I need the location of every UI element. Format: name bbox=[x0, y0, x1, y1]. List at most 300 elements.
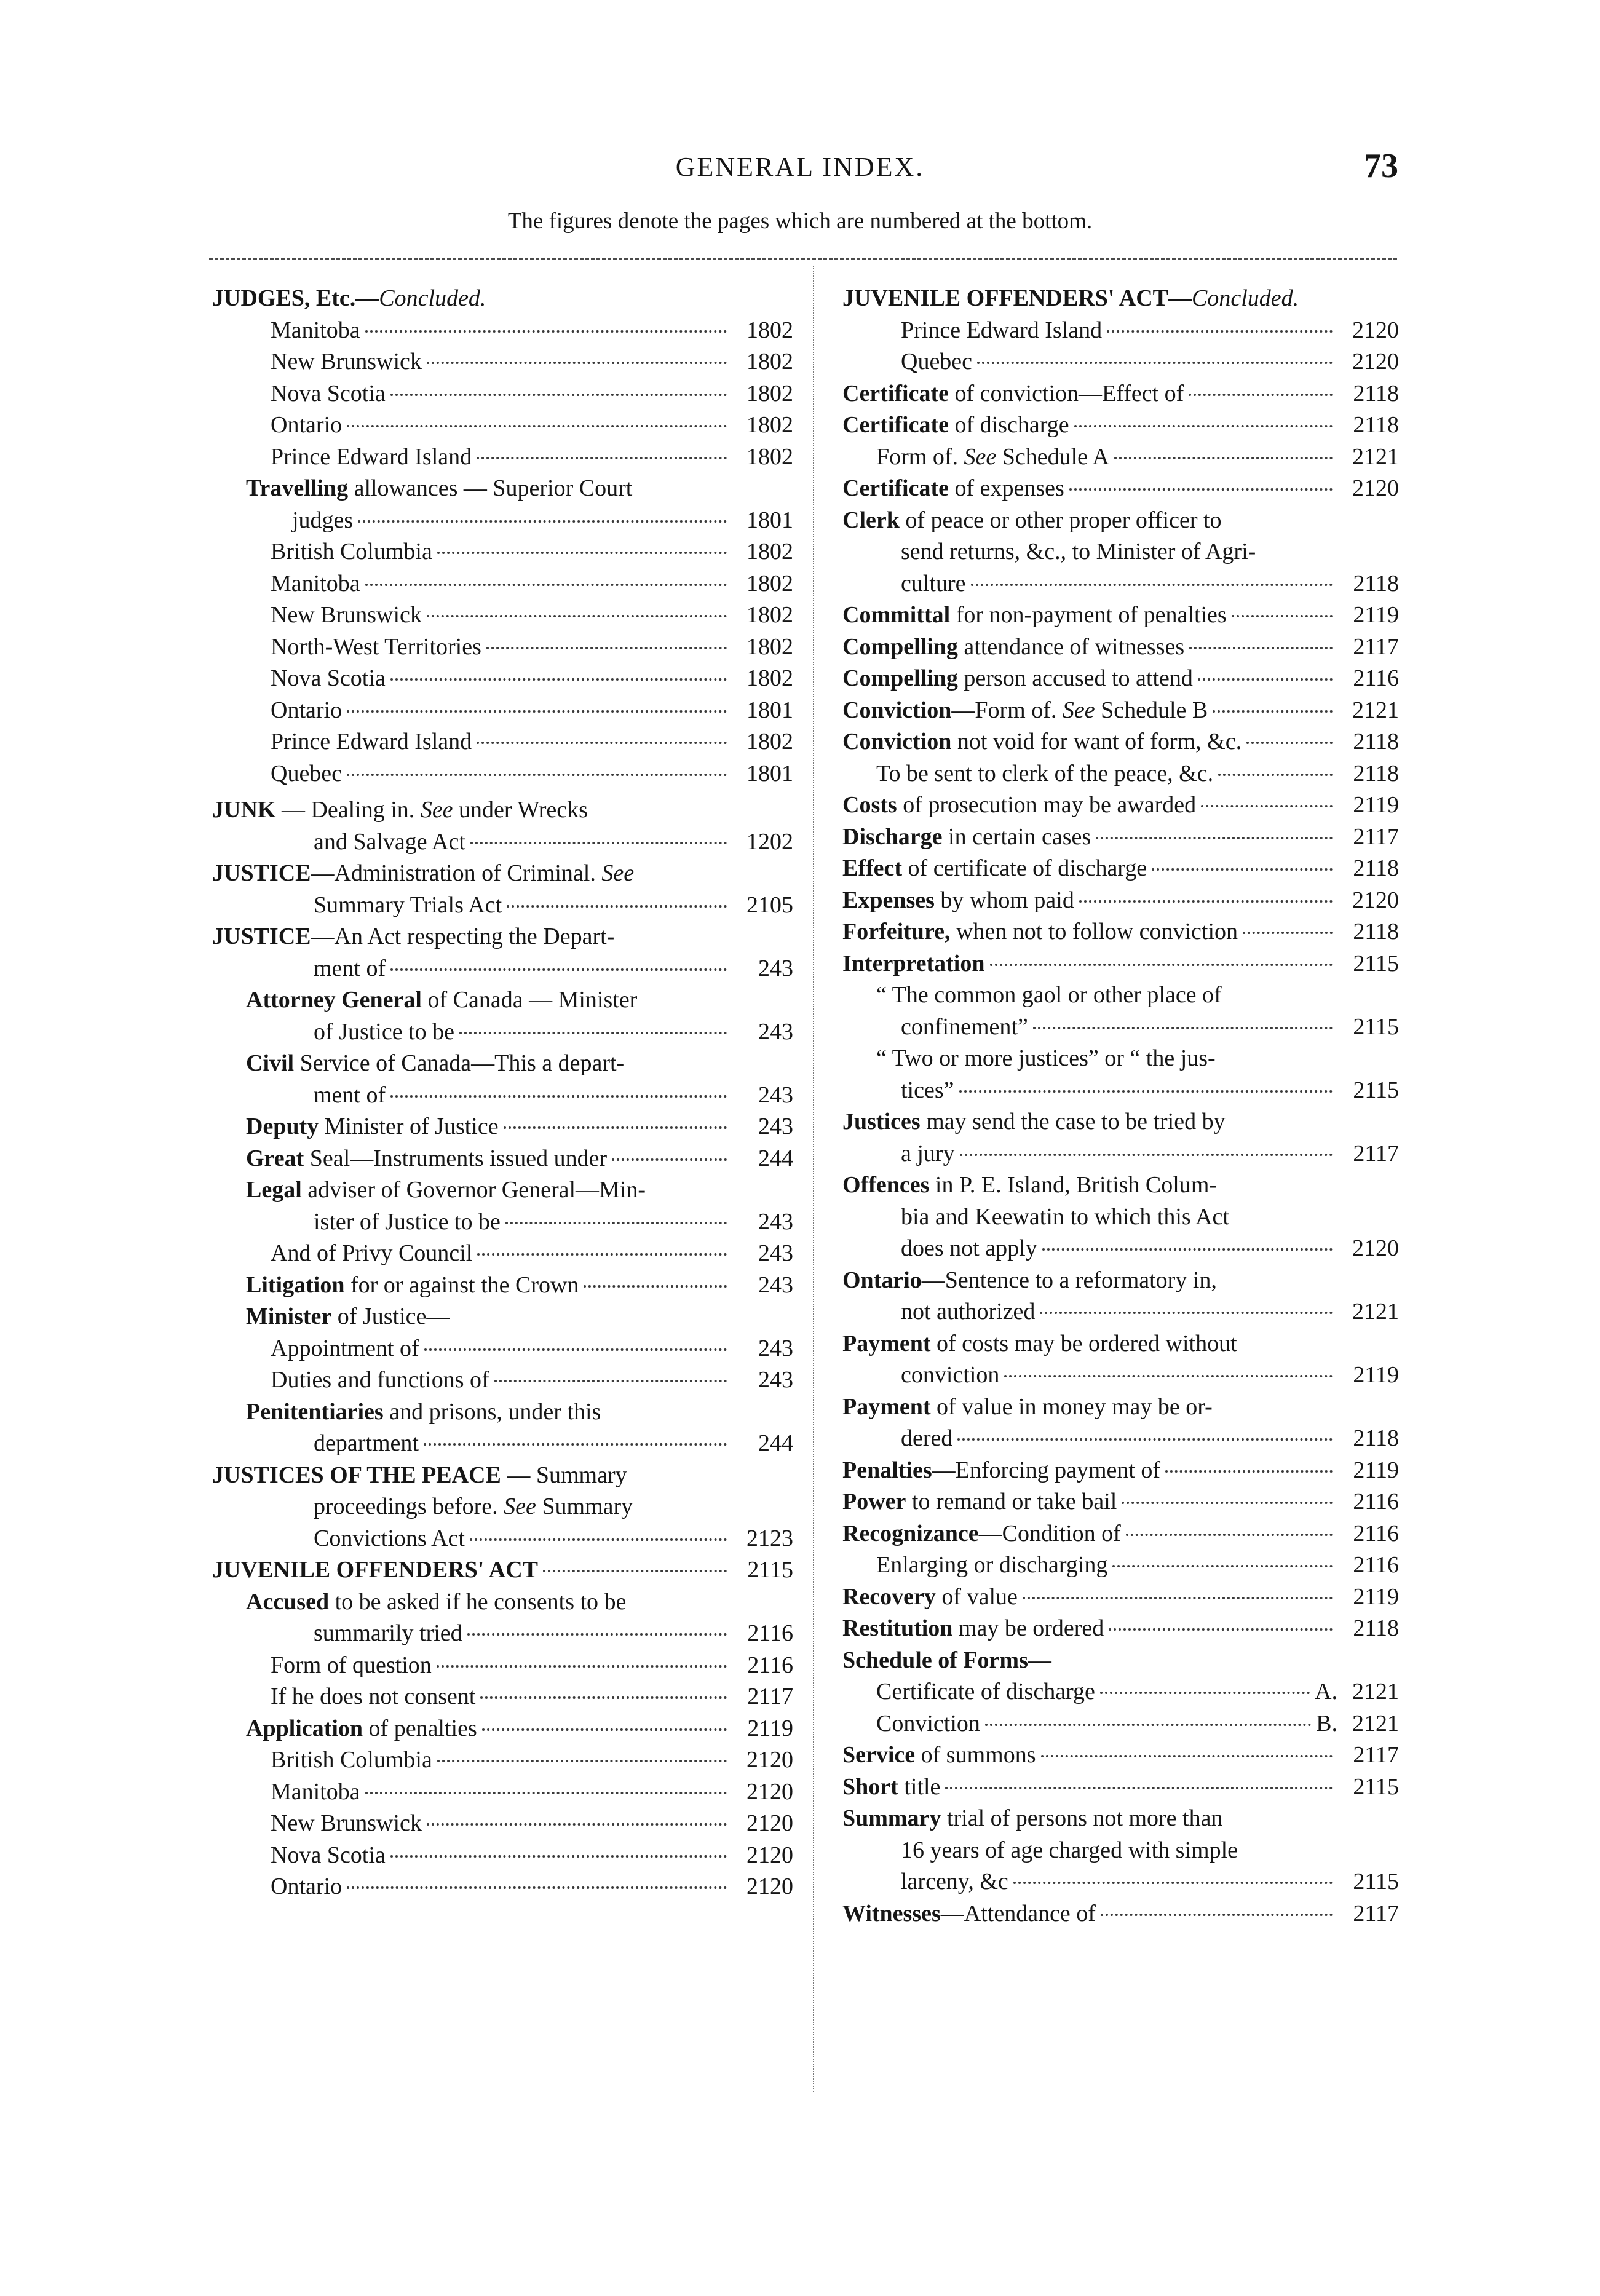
entry-phrase: Duties and functions of bbox=[271, 1367, 489, 1393]
entry-keyword: JUSTICE bbox=[212, 924, 311, 949]
entry-phrase: confinement” bbox=[901, 1013, 1028, 1040]
entry-text bbox=[842, 1391, 1213, 1423]
dot-leader bbox=[985, 1724, 1311, 1726]
entry-phrase: Nova Scotia bbox=[271, 1842, 386, 1868]
index-entry bbox=[212, 1681, 793, 1713]
entry-phrase: send returns, &c., to Minister of Agri- bbox=[901, 539, 1256, 564]
entry-phrase: “ The common gaol or other place of bbox=[876, 982, 1222, 1008]
index-entry bbox=[212, 1396, 793, 1428]
entry-text bbox=[901, 1201, 1229, 1233]
index-entry bbox=[212, 536, 793, 568]
entry-phrase: dered bbox=[901, 1425, 953, 1451]
entry-keyword: JUNK bbox=[212, 797, 276, 823]
dot-leader bbox=[1069, 488, 1333, 491]
dot-leader bbox=[1218, 774, 1333, 776]
entry-phrase: summarily tried bbox=[314, 1620, 462, 1646]
dot-leader bbox=[427, 615, 727, 617]
entry-keyword: Clerk bbox=[842, 507, 900, 533]
index-entry bbox=[842, 1075, 1399, 1107]
page-ref: 243 bbox=[758, 1240, 793, 1266]
dot-leader bbox=[612, 1158, 727, 1161]
page-ref: 2120 bbox=[747, 1810, 793, 1836]
entry-phrase: tices” bbox=[901, 1077, 954, 1103]
entry-phrase: Conviction bbox=[876, 1710, 980, 1736]
entry-keyword: JUSTICES OF THE PEACE bbox=[212, 1462, 501, 1488]
page-ref: 2116 bbox=[747, 1620, 793, 1646]
page-ref: 1802 bbox=[747, 317, 793, 343]
page-ref: 2115 bbox=[1353, 1013, 1399, 1040]
entry-phrase: —An Act respecting the Depart- bbox=[311, 924, 615, 949]
entry-text bbox=[901, 568, 966, 600]
entry-phrase: of peace or other proper officer to bbox=[899, 507, 1222, 533]
entry-text bbox=[842, 378, 1184, 410]
entry-keyword: Offences bbox=[842, 1172, 930, 1198]
entry-keyword: Certificate bbox=[842, 475, 949, 501]
entry-phrase: Manitoba bbox=[271, 1778, 360, 1805]
entry-phrase: — Summary bbox=[501, 1462, 627, 1488]
page-ref: 2118 bbox=[1353, 729, 1399, 754]
entry-text bbox=[212, 1460, 627, 1492]
index-entry bbox=[842, 410, 1399, 441]
dot-leader bbox=[543, 1570, 727, 1572]
dot-leader bbox=[437, 1760, 727, 1762]
entry-text bbox=[842, 916, 1238, 948]
entry-text bbox=[292, 505, 353, 537]
entry-text bbox=[246, 473, 632, 505]
entry-text bbox=[246, 1048, 624, 1080]
entry-text bbox=[842, 821, 1091, 853]
entry-text bbox=[271, 441, 472, 473]
entry-phrase: does not apply bbox=[901, 1235, 1037, 1261]
dot-leader bbox=[365, 1792, 727, 1794]
dot-leader bbox=[470, 1538, 727, 1541]
entry-text bbox=[212, 794, 588, 826]
entry-phrase: under Wrecks bbox=[453, 797, 588, 823]
index-entry bbox=[842, 441, 1399, 473]
entry-text bbox=[246, 1713, 477, 1745]
entry-text bbox=[271, 663, 386, 695]
entry-text bbox=[314, 1618, 462, 1650]
dot-leader bbox=[504, 1126, 727, 1129]
entry-text bbox=[876, 441, 1109, 473]
entry-phrase: — Dealing in. bbox=[275, 797, 421, 823]
dot-leader bbox=[1100, 1692, 1310, 1694]
see-reference: See bbox=[1062, 697, 1095, 723]
page-ref: 243 bbox=[758, 955, 793, 981]
entry-text bbox=[212, 858, 634, 890]
entry-text bbox=[271, 378, 386, 410]
entry-phrase: for non-payment of penalties bbox=[950, 602, 1227, 628]
index-entry bbox=[842, 885, 1399, 917]
entry-phrase: judges bbox=[292, 507, 354, 533]
index-entry bbox=[842, 1866, 1399, 1898]
page-ref: 1801 bbox=[747, 760, 793, 786]
index-entry bbox=[212, 758, 793, 790]
page-ref: 2115 bbox=[1353, 1869, 1399, 1894]
entry-keyword: Recovery bbox=[842, 1583, 936, 1610]
index-entry bbox=[842, 1170, 1399, 1201]
entry-keyword: Accused bbox=[246, 1588, 330, 1615]
page-ref: 2120 bbox=[1352, 317, 1399, 343]
dot-leader bbox=[1041, 1755, 1333, 1757]
dot-leader bbox=[424, 1443, 727, 1446]
entry-phrase: may send the case to be tried by bbox=[920, 1109, 1226, 1134]
page-ref: 244 bbox=[758, 1430, 793, 1456]
dot-leader bbox=[959, 1090, 1333, 1093]
index-entry bbox=[212, 600, 793, 631]
index-entry bbox=[842, 758, 1399, 790]
index-entry bbox=[842, 1486, 1399, 1518]
index-entry bbox=[212, 568, 793, 600]
entry-phrase: ment of bbox=[314, 1082, 386, 1108]
entry-text bbox=[842, 695, 1208, 727]
entry-text bbox=[842, 1486, 1117, 1518]
index-entry bbox=[212, 826, 793, 858]
page-ref: 2119 bbox=[1353, 1583, 1399, 1610]
index-entry bbox=[842, 1518, 1399, 1550]
entry-text bbox=[271, 346, 422, 378]
entry-keyword: Payment bbox=[842, 1330, 931, 1356]
page-ref: 2119 bbox=[1353, 602, 1399, 628]
entry-keyword: Witnesses bbox=[842, 1900, 941, 1926]
entry-phrase: Certificate of discharge bbox=[876, 1679, 1095, 1704]
entry-text bbox=[842, 1613, 1104, 1645]
entry-text bbox=[842, 948, 985, 980]
entry-text bbox=[246, 984, 637, 1016]
entry-phrase: Manitoba bbox=[271, 570, 360, 596]
entry-keyword: Penitentiaries bbox=[246, 1398, 384, 1425]
index-entry bbox=[842, 1043, 1399, 1075]
entry-phrase: —Enforcing payment of bbox=[932, 1457, 1161, 1483]
page-ref: 1802 bbox=[747, 633, 793, 660]
dot-leader bbox=[1023, 1597, 1333, 1599]
page-ref: 2121 bbox=[1352, 1710, 1399, 1736]
index-entry bbox=[842, 1328, 1399, 1360]
dot-leader bbox=[390, 394, 727, 396]
index-entry bbox=[842, 663, 1399, 695]
see-reference: See bbox=[504, 1494, 536, 1519]
entry-keyword: Interpretation bbox=[842, 950, 985, 976]
index-entry bbox=[212, 1713, 793, 1745]
entry-phrase: person accused to attend bbox=[957, 665, 1193, 691]
entry-phrase: when not to follow conviction bbox=[950, 919, 1238, 944]
dot-leader bbox=[1122, 1502, 1333, 1504]
page-ref: 2120 bbox=[1352, 1235, 1399, 1261]
page-ref: 1202 bbox=[747, 828, 793, 855]
entry-keyword: Payment bbox=[842, 1393, 931, 1420]
entry-phrase: Ontario bbox=[271, 697, 343, 723]
entry-phrase: Nova Scotia bbox=[271, 380, 386, 406]
index-entry bbox=[842, 726, 1399, 758]
index-entry bbox=[842, 980, 1399, 1011]
dot-leader bbox=[1109, 1628, 1333, 1631]
page-ref: 2118 bbox=[1353, 760, 1399, 786]
entry-keyword: Civil bbox=[246, 1050, 295, 1076]
page-ref: 2116 bbox=[747, 1652, 793, 1678]
entry-phrase: To be sent to clerk of the peace, &c. bbox=[876, 760, 1214, 786]
entry-phrase: of penalties bbox=[363, 1715, 477, 1741]
index-entry bbox=[212, 346, 793, 378]
dot-leader bbox=[365, 330, 727, 333]
entry-text bbox=[901, 536, 1256, 568]
entry-phrase: Prince Edward Island bbox=[271, 443, 472, 470]
page-ref: 243 bbox=[758, 1272, 793, 1298]
entry-text bbox=[842, 1740, 1036, 1771]
entry-text bbox=[212, 283, 486, 315]
entry-phrase: conviction bbox=[901, 1362, 1000, 1388]
dot-leader bbox=[1040, 1312, 1333, 1314]
index-entry bbox=[212, 1840, 793, 1872]
entry-phrase: 16 years of age charged with simple bbox=[901, 1837, 1238, 1863]
entry-phrase: of value in money may be or- bbox=[930, 1393, 1213, 1420]
see-reference: Concluded. bbox=[379, 285, 486, 311]
entry-text bbox=[271, 1776, 360, 1808]
entry-phrase: for or against the Crown bbox=[344, 1272, 579, 1298]
entry-text bbox=[314, 1016, 454, 1048]
dot-leader bbox=[486, 647, 727, 649]
index-entry bbox=[212, 505, 793, 537]
page-ref: 2115 bbox=[747, 1557, 793, 1583]
entry-phrase: New Brunswick bbox=[271, 602, 422, 628]
entry-phrase: of summons bbox=[915, 1742, 1036, 1768]
page-ref: 2116 bbox=[1353, 1552, 1399, 1578]
index-heading bbox=[212, 1554, 793, 1586]
entry-phrase: in P. E. Island, British Colum- bbox=[929, 1172, 1218, 1198]
entry-phrase: a jury bbox=[901, 1140, 955, 1166]
page-ref: 2118 bbox=[1353, 1615, 1399, 1641]
dot-leader bbox=[347, 774, 727, 776]
index-entry bbox=[212, 1016, 793, 1048]
page-ref: 2120 bbox=[747, 1778, 793, 1805]
entry-phrase: of conviction—Effect of bbox=[949, 380, 1184, 406]
entry-text bbox=[842, 1106, 1226, 1138]
index-entry bbox=[842, 600, 1399, 631]
dot-leader bbox=[459, 1032, 727, 1034]
index-entry bbox=[842, 1613, 1399, 1645]
entry-phrase: ister of Justice to be bbox=[314, 1208, 501, 1235]
entry-text bbox=[271, 631, 481, 663]
entry-text bbox=[314, 826, 465, 858]
entry-phrase: And of Privy Council bbox=[271, 1240, 473, 1266]
dot-leader bbox=[1042, 1248, 1333, 1251]
entry-text bbox=[901, 1075, 954, 1107]
index-entry bbox=[212, 1523, 793, 1555]
entry-text bbox=[901, 1866, 1008, 1898]
entry-phrase: Summary bbox=[536, 1494, 633, 1519]
page-ref: 2121 bbox=[1352, 697, 1399, 723]
dot-leader bbox=[1213, 710, 1333, 713]
index-entry bbox=[212, 1143, 793, 1175]
page-ref: 2119 bbox=[1353, 1457, 1399, 1483]
dot-leader bbox=[437, 552, 727, 554]
see-reference: Concluded. bbox=[1191, 285, 1299, 311]
entry-phrase: department bbox=[314, 1430, 419, 1456]
page-ref: 2120 bbox=[1352, 349, 1399, 374]
index-entry bbox=[842, 1455, 1399, 1487]
entry-text bbox=[314, 1523, 465, 1555]
entry-keyword: Litigation bbox=[246, 1272, 345, 1298]
entry-phrase: Quebec bbox=[271, 760, 343, 786]
entry-text bbox=[271, 1650, 432, 1682]
index-entry bbox=[842, 1740, 1399, 1771]
index-entry bbox=[212, 726, 793, 758]
index-entry bbox=[842, 1708, 1399, 1740]
entry-keyword: Deputy bbox=[246, 1114, 319, 1139]
entry-keyword: Penalties bbox=[842, 1457, 932, 1483]
entry-keyword: Compelling bbox=[842, 633, 958, 660]
page-ref: 243 bbox=[758, 1082, 793, 1108]
dot-leader bbox=[505, 1222, 727, 1224]
page-ref: 2115 bbox=[1353, 1773, 1399, 1800]
entry-phrase: Nova Scotia bbox=[271, 665, 386, 691]
page-ref: 1802 bbox=[747, 349, 793, 374]
entry-text bbox=[901, 1138, 955, 1170]
page-ref: 1802 bbox=[747, 412, 793, 438]
entry-phrase: of prosecution may be awarded bbox=[897, 792, 1197, 818]
entry-phrase: British Columbia bbox=[271, 1747, 432, 1773]
index-entry bbox=[842, 473, 1399, 505]
entry-keyword: Power bbox=[842, 1489, 906, 1514]
index-entry bbox=[212, 1586, 793, 1618]
index-entry bbox=[842, 1835, 1399, 1867]
page-ref: 2115 bbox=[1353, 1077, 1399, 1103]
entry-phrase: Appointment of bbox=[271, 1335, 419, 1361]
entry-keyword: JUVENILE OFFENDERS' ACT bbox=[212, 1557, 538, 1583]
entry-phrase: not authorized bbox=[901, 1299, 1036, 1324]
dot-leader bbox=[1165, 1470, 1333, 1473]
entry-phrase: culture bbox=[901, 570, 966, 596]
entry-keyword: Attorney General bbox=[246, 987, 422, 1013]
entry-phrase: Manitoba bbox=[271, 317, 360, 343]
page-ref: 244 bbox=[758, 1145, 793, 1171]
entry-text bbox=[876, 758, 1213, 790]
entry-keyword: Restitution bbox=[842, 1615, 953, 1641]
entry-text bbox=[842, 790, 1196, 821]
index-entry bbox=[842, 1771, 1399, 1803]
dot-leader bbox=[365, 584, 727, 586]
dot-leader bbox=[1198, 678, 1333, 681]
entry-text bbox=[271, 726, 472, 758]
page-ref: 2116 bbox=[1353, 1520, 1399, 1546]
page-ref: 2123 bbox=[747, 1525, 793, 1551]
page-ref: 2117 bbox=[1353, 1140, 1399, 1166]
entry-text bbox=[246, 1396, 601, 1428]
entry-text bbox=[876, 1550, 1107, 1581]
index-entry bbox=[842, 916, 1399, 948]
entry-text bbox=[271, 315, 360, 347]
dot-leader bbox=[477, 1253, 727, 1256]
index-entry bbox=[212, 984, 793, 1016]
entry-text bbox=[271, 600, 422, 631]
entry-phrase: of Justice to be bbox=[314, 1018, 455, 1045]
dot-leader bbox=[1201, 805, 1333, 807]
page-ref: 2118 bbox=[1353, 1425, 1399, 1451]
entry-text bbox=[271, 1871, 342, 1903]
entry-keyword: Application bbox=[246, 1715, 363, 1741]
dot-leader bbox=[971, 584, 1333, 586]
entry-phrase: Summary Trials Act bbox=[314, 892, 502, 918]
entry-text bbox=[842, 726, 1242, 758]
entry-text bbox=[314, 953, 386, 985]
dot-leader bbox=[990, 964, 1333, 966]
page-ref: 2115 bbox=[1353, 950, 1399, 976]
subtitle-note: The figures denote the pages which are numbered at the bottom. bbox=[507, 208, 1093, 234]
entry-phrase: larceny, &c bbox=[901, 1869, 1008, 1894]
index-entry bbox=[842, 1676, 1399, 1708]
page-ref: 243 bbox=[758, 1208, 793, 1235]
schedule-letter: B. bbox=[1316, 1710, 1337, 1736]
index-column-right bbox=[842, 283, 1399, 1930]
dot-leader bbox=[347, 710, 727, 713]
entry-phrase: to be asked if he consents to be bbox=[329, 1588, 627, 1615]
entry-text bbox=[212, 921, 614, 953]
entry-phrase: —Attendance of bbox=[940, 1900, 1096, 1926]
index-entry bbox=[212, 1111, 793, 1143]
dot-leader bbox=[1079, 900, 1333, 903]
index-entry bbox=[212, 1048, 793, 1080]
entry-phrase: —Sentence to a reformatory in, bbox=[921, 1267, 1217, 1293]
entry-text bbox=[271, 695, 342, 727]
entry-text bbox=[842, 1328, 1237, 1360]
entry-text bbox=[314, 1428, 419, 1460]
index-entry bbox=[212, 695, 793, 727]
entry-text bbox=[876, 1708, 980, 1740]
entry-phrase: proceedings before. bbox=[314, 1494, 504, 1519]
dot-leader bbox=[1152, 868, 1333, 871]
entry-phrase: adviser of Governor General—Min- bbox=[301, 1177, 646, 1203]
page-ref: 1802 bbox=[747, 443, 793, 470]
dot-leader bbox=[424, 1348, 727, 1351]
entry-phrase: attendance of witnesses bbox=[957, 633, 1185, 660]
index-entry bbox=[842, 568, 1399, 600]
page-ref: 2121 bbox=[1352, 1299, 1399, 1324]
index-heading bbox=[842, 283, 1399, 315]
index-entry bbox=[842, 1645, 1399, 1677]
entry-text bbox=[314, 1491, 633, 1523]
index-entry bbox=[212, 473, 793, 505]
entry-keyword: Ontario bbox=[842, 1267, 922, 1293]
page-ref: 2119 bbox=[1353, 792, 1399, 818]
entry-phrase: Service of Canada—This a depart- bbox=[294, 1050, 625, 1076]
entry-phrase: Ontario bbox=[271, 412, 343, 438]
index-entry bbox=[842, 695, 1399, 727]
index-entry bbox=[842, 505, 1399, 537]
dot-leader bbox=[482, 1728, 727, 1731]
index-entry bbox=[212, 1206, 793, 1238]
page-ref: 2117 bbox=[1353, 1900, 1399, 1926]
page-ref: 243 bbox=[758, 1367, 793, 1393]
see-reference: See bbox=[420, 797, 453, 823]
entry-keyword: Minister bbox=[246, 1304, 332, 1329]
dot-leader bbox=[427, 362, 727, 364]
entry-keyword: Recognizance bbox=[842, 1520, 979, 1546]
entry-keyword: JUVENILE OFFENDERS' ACT— bbox=[842, 285, 1192, 311]
index-entry bbox=[212, 1776, 793, 1808]
entry-keyword: Expenses bbox=[842, 887, 935, 913]
entry-text bbox=[842, 1265, 1217, 1297]
entry-keyword: Compelling bbox=[842, 665, 958, 691]
entry-phrase: of expenses bbox=[949, 475, 1064, 501]
index-entry bbox=[842, 631, 1399, 663]
entry-keyword: Legal bbox=[246, 1177, 302, 1203]
page-ref: 2120 bbox=[1352, 475, 1399, 501]
page-ref: 1802 bbox=[747, 570, 793, 596]
see-reference: See bbox=[964, 443, 997, 470]
index-entry bbox=[212, 441, 793, 473]
index-entry bbox=[842, 315, 1399, 347]
page-ref: 2120 bbox=[747, 1747, 793, 1773]
dot-leader bbox=[977, 362, 1333, 364]
